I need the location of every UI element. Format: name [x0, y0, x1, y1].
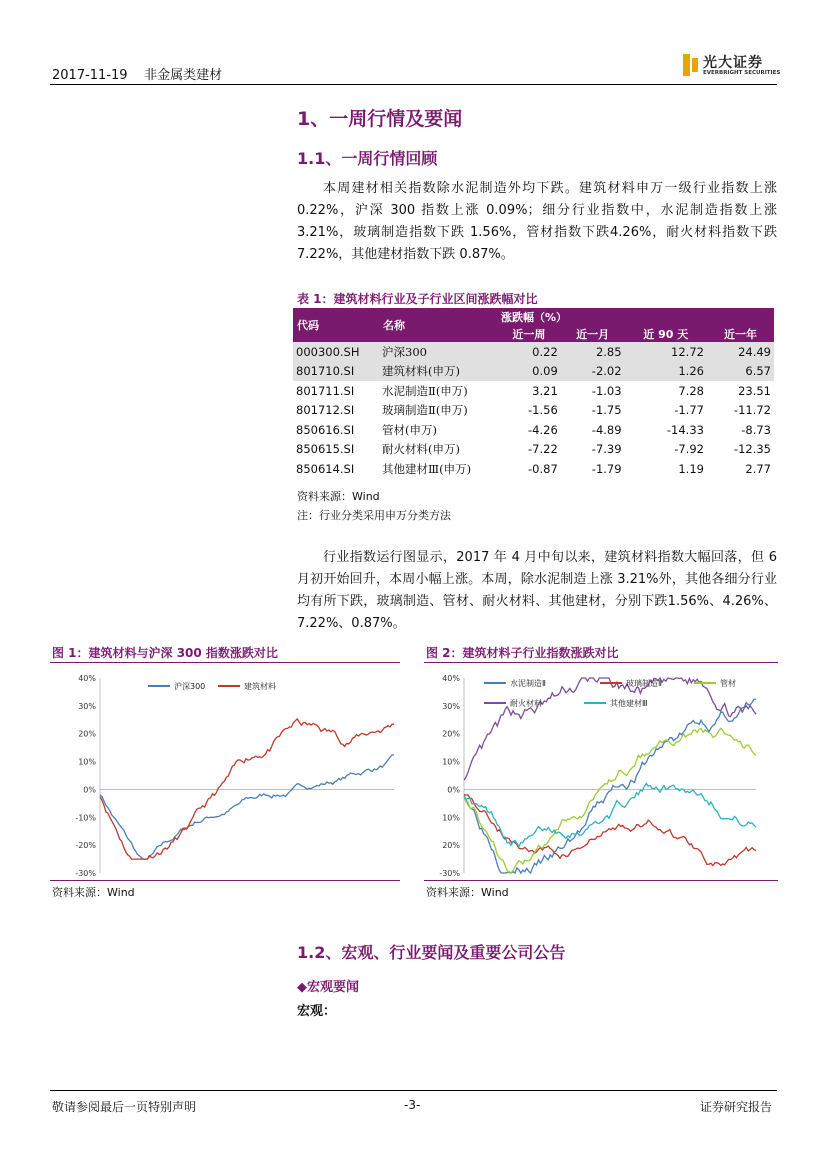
cell-value: -1.75 [591, 403, 622, 418]
cell-value: 6.57 [707, 362, 774, 382]
y-tick-label: 30% [442, 701, 460, 711]
section-heading-news: 1.2、宏观、行业要闻及重要公司公告 [297, 943, 566, 962]
table-row [293, 420, 774, 440]
series-line [464, 678, 756, 780]
cell-code: 850615.SI [296, 442, 355, 457]
cell-value: -1.03 [591, 383, 622, 398]
cell-value: 3.21 [532, 383, 558, 398]
cell-value: -1.77 [674, 403, 704, 418]
cell-value: -14.33 [666, 422, 704, 437]
legend-label: 耐火材料 [510, 699, 542, 708]
cell-value: -11.72 [733, 403, 771, 418]
table-title: 表 1：建筑材料行业及子行业区间涨跌幅对比 [297, 292, 538, 306]
footer-disclaimer: 敬请参阅最后一页特别声明 [52, 1100, 197, 1114]
paragraph-weekly-review: 本周建材相关指数除水泥制造外均下跌。建筑材料申万一级行业指数上涨 0.22%，沪深 300 指数上涨 0.09%；细分行业指数中，水泥制造指数上涨 3.21%，玻璃制造指数下跌 1.56%，管材指数下跌4.26%，耐火材料指数下跌 7.22%，其他建材指数下跌 0.87%。 [297, 181, 777, 262]
y-tick-label: 0% [83, 785, 96, 795]
figure2-divider [424, 662, 778, 663]
cell-name: 耐火材料(申万) [382, 442, 460, 457]
cell-name: 管材(申万) [382, 422, 437, 437]
legend-label: 玻璃制造Ⅱ [626, 679, 662, 688]
y-tick-label: 20% [78, 729, 96, 739]
cell-code: 000300.SH [293, 342, 379, 362]
col-header: 近一年 [707, 325, 774, 342]
table-row [293, 342, 774, 362]
series-line [100, 755, 394, 859]
cell-value: 7.28 [678, 383, 704, 398]
cell-name: 沪深300 [379, 342, 497, 362]
figure1-source: 资料来源：Wind [52, 886, 135, 899]
cell-name: 其他建材Ⅲ(申万) [382, 461, 472, 476]
legend-label: 建筑材料 [244, 682, 276, 691]
footer-page-number: -3- [404, 1098, 421, 1112]
cell-value: -1.79 [591, 461, 622, 476]
y-tick-label: 40% [442, 674, 460, 683]
footer-report-type: 证券研究报告 [700, 1100, 773, 1114]
col-header-name: 名称 [379, 308, 497, 342]
table-row [293, 401, 774, 421]
y-tick-label: 0% [447, 785, 460, 795]
col-header-group: 涨跌幅（%） [497, 308, 774, 325]
table-source: 资料来源：Wind [297, 490, 380, 503]
table-row [293, 362, 774, 382]
cell-value: 23.51 [738, 383, 771, 398]
cell-value: -7.22 [528, 442, 558, 457]
y-tick-label: 40% [78, 674, 96, 683]
cell-value: 2.85 [561, 342, 625, 362]
logo-subtext: EVERBRIGHT SECURITIES [703, 70, 781, 76]
cell-value: 1.26 [625, 362, 707, 382]
cell-value: 24.49 [707, 342, 774, 362]
report-date: 2017-11-19 [52, 68, 128, 83]
legend-label: 管材 [720, 679, 736, 688]
y-tick-label: 10% [442, 813, 460, 823]
paragraph-index-trend: 行业指数运行图显示，2017 年 4 月中旬以来，建筑材料指数大幅回落，但 6 月初开始回升，本周小幅上涨。本周，除水泥制造上涨 3.21%外，其他各细分行业均有所下跌，玻璃制造、管材、耐火材料、其他建材，分别下跌1.56%、4.26%、7.22%、0.87%。 [297, 550, 777, 631]
series-line [464, 784, 756, 847]
performance-table [293, 308, 774, 479]
legend-label: 其他建材Ⅲ [610, 699, 648, 708]
series-line [100, 719, 394, 859]
y-tick-label: -30% [75, 869, 96, 878]
logo-mark-icon [683, 54, 699, 76]
table-row [293, 459, 774, 479]
cell-value: -4.89 [591, 422, 622, 437]
y-tick-label: 20% [442, 729, 460, 739]
legend-label: 水泥制造Ⅱ [510, 679, 546, 688]
y-tick-label: 10% [442, 757, 460, 767]
cell-code: 850614.SI [296, 461, 355, 476]
figure2-bottom-divider [424, 880, 778, 881]
macro-news-heading: ◆宏观要闻 [297, 980, 359, 995]
y-tick-label: -30% [439, 869, 460, 878]
cell-code: 850616.SI [296, 422, 355, 437]
col-header: 近一周 [497, 325, 561, 342]
series-line [464, 699, 756, 873]
cell-name: 玻璃制造Ⅱ(申万) [382, 403, 468, 418]
y-tick-label: -10% [75, 813, 96, 823]
macro-label: 宏观： [297, 1004, 337, 1019]
cell-value: 2.77 [745, 461, 771, 476]
cell-value: 0.22 [497, 342, 561, 362]
cell-code: 801711.SI [296, 383, 355, 398]
cell-value: -7.39 [591, 442, 622, 457]
logo-text: 光大证券 [703, 55, 763, 71]
table-row [293, 381, 774, 401]
col-header: 近 90 天 [625, 325, 707, 342]
chart-figure1 [50, 668, 400, 878]
company-logo [683, 52, 783, 82]
cell-value: -8.73 [741, 422, 771, 437]
cell-value: 1.19 [678, 461, 704, 476]
cell-code: 801712.SI [296, 403, 355, 418]
figure2-title: 图 2：建筑材料子行业指数涨跌对比 [426, 646, 619, 660]
cell-value: 0.09 [497, 362, 561, 382]
y-tick-label: 30% [78, 701, 96, 711]
footer-divider [50, 1090, 777, 1091]
cell-value: -2.02 [561, 362, 625, 382]
col-header-code: 代码 [293, 308, 379, 342]
legend-label: 沪深300 [174, 682, 206, 691]
figure1-title: 图 1：建筑材料与沪深 300 指数涨跌对比 [52, 646, 278, 660]
subsection-heading: 1.1、一周行情回顾 [297, 149, 438, 168]
report-category: 非金属类建材 [144, 68, 223, 83]
chart-figure2 [424, 668, 778, 878]
cell-name: 水泥制造Ⅱ(申万) [382, 383, 468, 398]
table-row [293, 440, 774, 460]
header-title [52, 64, 222, 83]
cell-name: 建筑材料(申万) [379, 362, 497, 382]
cell-value: -1.56 [528, 403, 558, 418]
cell-value: -12.35 [733, 442, 771, 457]
y-tick-label: 10% [78, 757, 96, 767]
series-line [464, 728, 756, 873]
cell-value: 12.72 [625, 342, 707, 362]
table-note: 注：行业分类采用申万分类方法 [297, 509, 451, 522]
cell-value: -7.92 [674, 442, 704, 457]
y-tick-label: -20% [75, 841, 96, 851]
cell-value: -4.26 [528, 422, 558, 437]
cell-value: -0.87 [528, 461, 558, 476]
y-tick-label: 20% [442, 841, 460, 851]
header-divider [50, 84, 777, 85]
cell-code: 801710.SI [293, 362, 379, 382]
section-heading: 1、一周行情及要闻 [297, 108, 463, 130]
figure1-bottom-divider [50, 880, 400, 881]
figure2-source: 资料来源：Wind [426, 886, 509, 899]
col-header: 近一月 [561, 325, 625, 342]
figure1-divider [50, 662, 400, 663]
